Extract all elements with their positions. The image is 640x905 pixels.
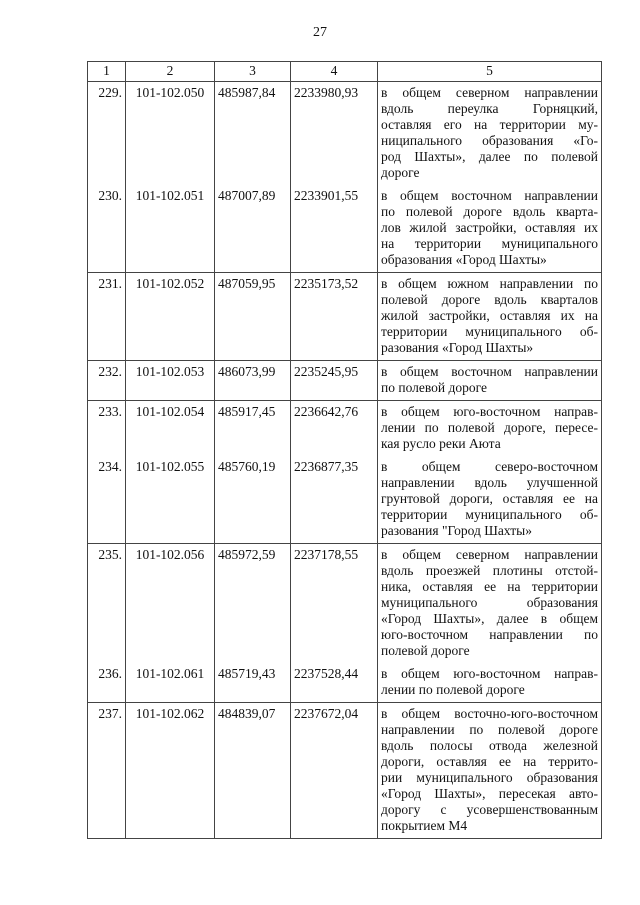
description-line: образования «Город Шахты» xyxy=(381,252,547,267)
point-code: 101-102.055 xyxy=(126,456,215,544)
header-col-1: 1 xyxy=(88,62,126,82)
row-number: 232. xyxy=(88,361,126,401)
coordinate-y: 2235173,52 xyxy=(291,273,378,361)
coordinate-y: 2237178,55 xyxy=(291,544,378,664)
coordinate-x: 487007,89 xyxy=(215,185,291,273)
description-line: юго-восточном направлении по xyxy=(381,627,598,642)
boundary-description xyxy=(378,401,602,457)
description-line: разования «Город Шахты» xyxy=(381,340,534,355)
description-line: направлении вдоль улучшенной xyxy=(381,475,598,490)
row-number: 231. xyxy=(88,273,126,361)
coordinate-y: 2237528,44 xyxy=(291,663,378,703)
description-line: ника, оставляя ее на территории xyxy=(381,579,598,594)
description-line: разования "Город Шахты» xyxy=(381,523,532,538)
point-code: 101-102.053 xyxy=(126,361,215,401)
row-number: 237. xyxy=(88,703,126,839)
description-line: лов жилой застройки, оставляя их xyxy=(381,220,598,235)
coordinate-y: 2237672,04 xyxy=(291,703,378,839)
header-col-5: 5 xyxy=(378,62,602,82)
description-line: рии муниципального образования xyxy=(381,770,598,785)
table-row xyxy=(88,273,602,361)
description-line: территории муниципального об- xyxy=(381,507,598,522)
coordinate-x: 487059,95 xyxy=(215,273,291,361)
table-row xyxy=(88,544,602,664)
boundary-description xyxy=(378,82,602,186)
table-row xyxy=(88,703,602,839)
point-code: 101-102.054 xyxy=(126,401,215,457)
coordinate-y: 2235245,95 xyxy=(291,361,378,401)
row-number: 230. xyxy=(88,185,126,273)
boundary-description xyxy=(378,663,602,703)
row-number: 233. xyxy=(88,401,126,457)
point-code: 101-102.052 xyxy=(126,273,215,361)
description-line: дороги, оставляя ее на террито- xyxy=(381,754,598,769)
table-row xyxy=(88,401,602,457)
point-code: 101-102.062 xyxy=(126,703,215,839)
coordinate-x: 485987,84 xyxy=(215,82,291,186)
description-line: в общем юго-восточном направ- xyxy=(381,666,598,681)
description-line: дорогу с усовершенствованным xyxy=(381,802,598,817)
coordinate-y: 2236877,35 xyxy=(291,456,378,544)
table-row xyxy=(88,82,602,186)
coordinate-x: 485917,45 xyxy=(215,401,291,457)
description-line: «Город Шахты», пересекая авто- xyxy=(381,786,598,801)
coordinate-x: 484839,07 xyxy=(215,703,291,839)
description-line: в общем восточно-юго-восточном xyxy=(381,706,598,721)
description-line: в общем восточном направлении xyxy=(381,364,598,379)
row-number: 235. xyxy=(88,544,126,664)
description-line: дороге xyxy=(381,165,420,180)
boundary-description xyxy=(378,703,602,839)
row-number: 234. xyxy=(88,456,126,544)
coordinate-x: 486073,99 xyxy=(215,361,291,401)
point-code: 101-102.050 xyxy=(126,82,215,186)
boundary-description xyxy=(378,273,602,361)
coordinate-y: 2233980,93 xyxy=(291,82,378,186)
description-line: направлении по полевой дороге xyxy=(381,722,598,737)
description-line: лении по полевой дороге xyxy=(381,682,525,697)
boundary-description xyxy=(378,185,602,273)
description-line: кая русло реки Аюта xyxy=(381,436,501,451)
description-line: вдоль полосы отвода железной xyxy=(381,738,598,753)
coordinate-y: 2236642,76 xyxy=(291,401,378,457)
coordinate-x: 485719,43 xyxy=(215,663,291,703)
description-line: по полевой дороге xyxy=(381,380,487,395)
boundary-description xyxy=(378,456,602,544)
description-line: полевой дороге xyxy=(381,643,470,658)
table-row xyxy=(88,185,602,273)
description-line: жилой застройки, оставляя их на xyxy=(381,308,598,323)
description-line: грунтовой дороги, оставляя ее на xyxy=(381,491,598,506)
description-line: в общем северном направлении xyxy=(381,547,598,562)
header-col-2: 2 xyxy=(126,62,215,82)
description-line: муниципального образования xyxy=(381,595,598,610)
boundary-description xyxy=(378,544,602,664)
description-line: вдоль проезжей плотины отстой- xyxy=(381,563,598,578)
table-row xyxy=(88,663,602,703)
description-line: в общем северо-восточном xyxy=(381,459,598,474)
coordinate-y: 2233901,55 xyxy=(291,185,378,273)
boundary-description xyxy=(378,361,602,401)
description-line: в общем северном направлении xyxy=(381,85,598,100)
point-code: 101-102.056 xyxy=(126,544,215,664)
description-line: «Город Шахты», далее в общем xyxy=(381,611,598,626)
description-line: род Шахты», далее по полевой xyxy=(381,149,598,164)
description-line: на территории муниципального xyxy=(381,236,598,251)
page-number: 27 xyxy=(313,25,327,40)
row-number: 229. xyxy=(88,82,126,186)
point-code: 101-102.051 xyxy=(126,185,215,273)
header-col-3: 3 xyxy=(215,62,291,82)
table-body xyxy=(88,82,602,839)
description-line: покрытием М4 xyxy=(381,818,468,833)
boundary-points-table xyxy=(87,61,602,839)
description-line: по полевой дороге вдоль кварта- xyxy=(381,204,598,219)
table-header-row xyxy=(88,62,602,82)
description-line: лении по полевой дороге, пересе- xyxy=(381,420,598,435)
description-line: полевой дороге вдоль кварталов xyxy=(381,292,598,307)
description-line: территории муниципального об- xyxy=(381,324,598,339)
row-number: 236. xyxy=(88,663,126,703)
table-row xyxy=(88,361,602,401)
description-line: в общем восточном направлении xyxy=(381,188,598,203)
coordinate-x: 485972,59 xyxy=(215,544,291,664)
description-line: ниципального образования «Го- xyxy=(381,133,598,148)
description-line: в общем южном направлении по xyxy=(381,276,598,291)
description-line: в общем юго-восточном направ- xyxy=(381,404,598,419)
table-row xyxy=(88,456,602,544)
description-line: оставляя его на территории му- xyxy=(381,117,598,132)
header-col-4: 4 xyxy=(291,62,378,82)
point-code: 101-102.061 xyxy=(126,663,215,703)
coordinate-x: 485760,19 xyxy=(215,456,291,544)
description-line: вдоль переулка Горняцкий, xyxy=(381,101,598,116)
